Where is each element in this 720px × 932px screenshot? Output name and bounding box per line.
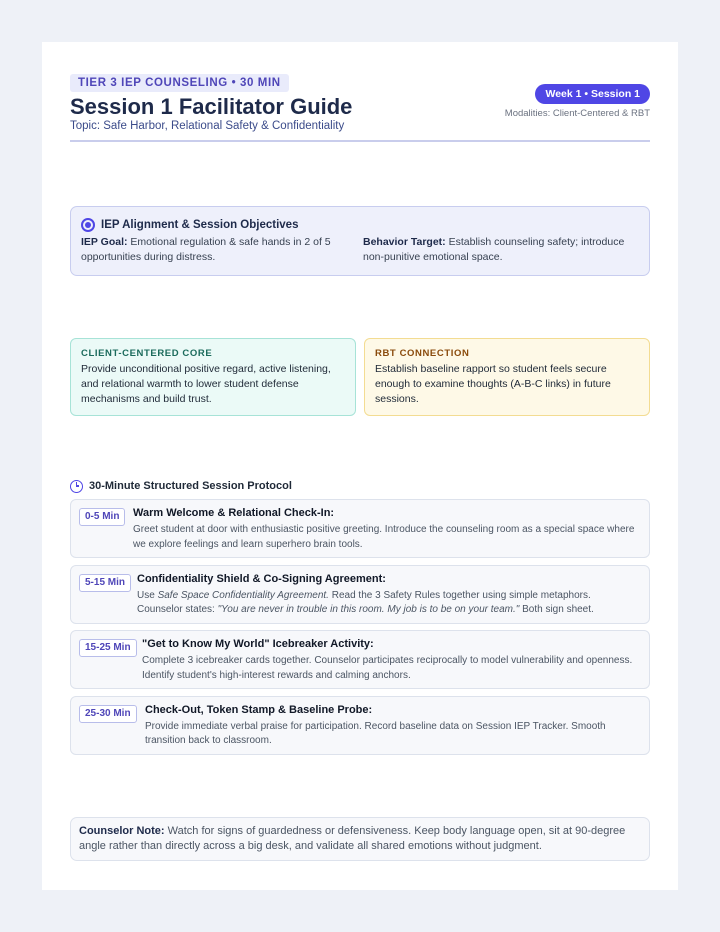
- step-description: Provide immediate verbal praise for participation. Record baseline data on Session IEP Tracker. Smooth transition back to classroom.: [145, 720, 606, 746]
- step-desc-mid: Read the 3 Safety Rules together using simple metaphors. Counselor states:: [137, 589, 591, 615]
- topic-line: Topic: Safe Harbor, Relational Safety & Confidentiality: [70, 120, 345, 132]
- step-body: [145, 703, 639, 749]
- protocol-step: [70, 499, 650, 558]
- step-title: "Get to Know My World" Icebreaker Activity:: [142, 638, 374, 650]
- rbt-connection-card: [364, 338, 650, 416]
- step-time-badge: 25-30 Min: [79, 705, 137, 723]
- step-body: [137, 572, 639, 618]
- target-icon: [81, 218, 95, 232]
- step-desc-post: Both sign sheet.: [519, 604, 594, 615]
- tier-badge: TIER 3 IEP COUNSELING • 30 MIN: [70, 74, 289, 92]
- header-divider: [70, 140, 650, 142]
- protocol-title: 30-Minute Structured Session Protocol: [89, 480, 292, 492]
- objectives-title: IEP Alignment & Session Objectives: [101, 219, 299, 231]
- step-description: [137, 589, 639, 618]
- modalities-label: Modalities: Client-Centered & RBT: [504, 108, 650, 119]
- agreement-name: Safe Space Confidentiality Agreement.: [157, 589, 329, 601]
- objectives-panel: [70, 206, 650, 276]
- objectives-heading: [81, 217, 298, 233]
- rbt-connection-text: Establish baseline rapport so student feels secure enough to examine thoughts (A-B-C links) in future sessions.: [375, 363, 611, 405]
- counselor-quote: "You are never in trouble in this room. My job is to be on your team.": [217, 604, 520, 615]
- guide-page: [42, 42, 678, 890]
- week-session-badge: Week 1 • Session 1: [535, 84, 650, 104]
- counselor-note: [70, 817, 650, 861]
- client-centered-label: CLIENT-CENTERED CORE: [81, 348, 213, 359]
- step-title: Confidentiality Shield & Co-Signing Agreement:: [137, 572, 386, 585]
- step-description: Greet student at door with enthusiastic positive greeting. Introduce the counseling room as a special space where we explore feelings and learn superhero brain tools.: [133, 524, 635, 550]
- behavior-target-label: Behavior Target:: [363, 236, 446, 248]
- iep-goal-text: Emotional regulation & safe hands in 2 of 5 opportunities during distress.: [81, 236, 331, 263]
- iep-goal: [81, 235, 347, 265]
- protocol-step: [70, 565, 650, 624]
- guide-header: [70, 74, 650, 142]
- behavior-target: [363, 235, 629, 265]
- protocol-heading: [70, 478, 292, 494]
- step-desc-pre: Use: [137, 589, 158, 601]
- protocol-step: [70, 696, 650, 755]
- page-title: Session 1 Facilitator Guide: [70, 94, 353, 119]
- rbt-connection-label: RBT CONNECTION: [375, 348, 470, 359]
- clock-icon: [70, 480, 83, 493]
- step-body: [133, 506, 639, 552]
- protocol-steps: [70, 499, 650, 761]
- iep-goal-label: IEP Goal:: [81, 236, 128, 248]
- client-centered-text: Provide unconditional positive regard, active listening, and relational warmth to lower student defense mechanisms and build trust.: [81, 363, 331, 405]
- counselor-note-text: Watch for signs of guardedness or defensiveness. Keep body language open, sit at 90-degree angle rather than directly across a big desk, and validate all shared emotions without judgment.: [79, 825, 626, 852]
- step-description: Complete 3 icebreaker cards together. Counselor participates reciprocally to model vulnerability and openness. Identify student's high-interest rewards and calming anchors.: [142, 655, 633, 681]
- protocol-step: [70, 630, 650, 689]
- step-title: Warm Welcome & Relational Check-In:: [133, 507, 335, 519]
- counselor-note-label: Counselor Note:: [79, 825, 165, 837]
- step-title: Check-Out, Token Stamp & Baseline Probe:: [145, 703, 373, 716]
- step-body: [142, 637, 639, 683]
- step-time-badge: 0-5 Min: [79, 508, 125, 526]
- client-centered-card: [70, 338, 356, 416]
- step-time-badge: 5-15 Min: [79, 574, 131, 592]
- step-time-badge: 15-25 Min: [79, 639, 137, 657]
- behavior-target-text: Establish counseling safety; introduce non-punitive emotional space.: [363, 236, 625, 263]
